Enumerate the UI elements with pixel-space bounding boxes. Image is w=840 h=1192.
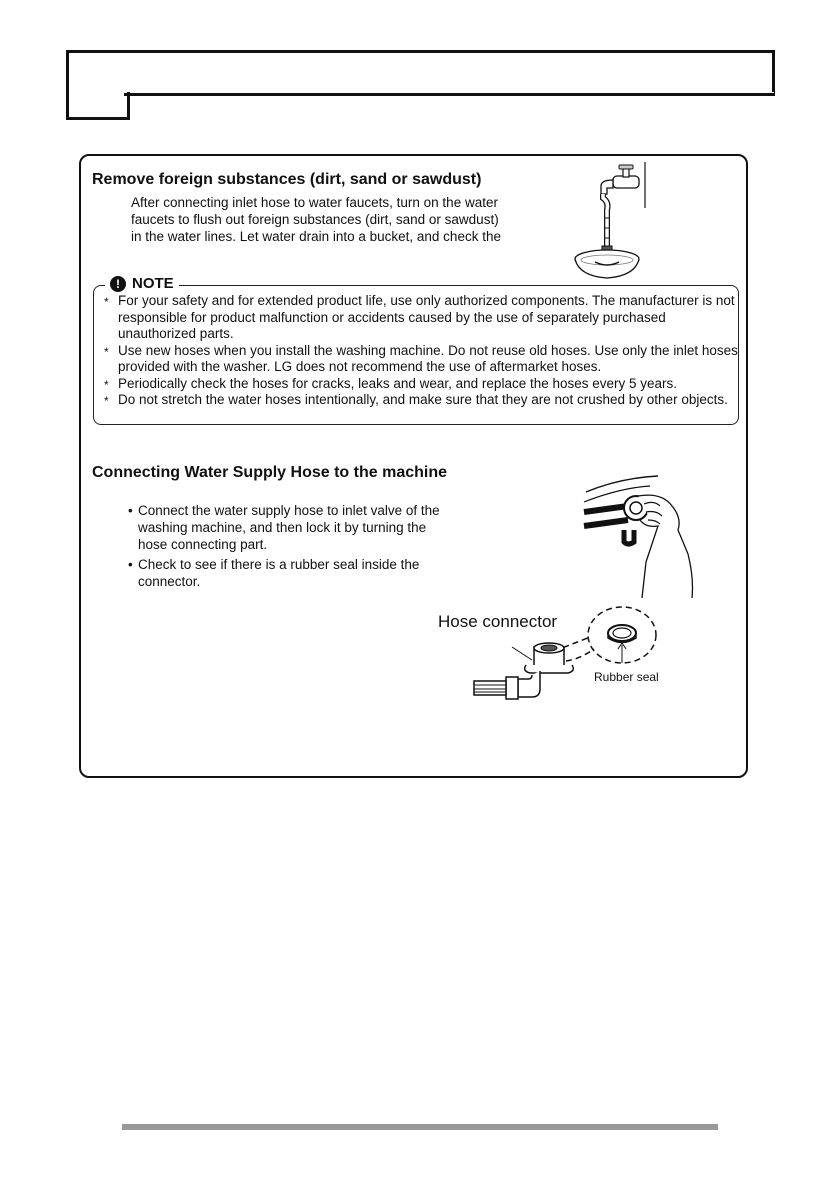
bullet-item: • Connect the water supply hose to inlet valve of the washing machine, and then lock it by turning the hose connecting part. (128, 502, 458, 553)
section2-heading: Connecting Water Supply Hose to the machine (92, 464, 447, 481)
note-item: * For your safety and for extended product life, use only authorized components. The manufacturer is not responsible for product malfunction or accidents caused by the use of separately purchased unauthorized parts. (104, 293, 738, 343)
note-item: * Do not stretch the water hoses intentionally, and make sure that they are not crushed by other objects. (104, 392, 738, 409)
header-underline (124, 93, 774, 96)
bullet-item: • Check to see if there is a rubber seal inside the connector. (128, 556, 458, 590)
hand-connecting-hose-illustration (580, 470, 700, 605)
header-gap (127, 92, 774, 120)
section1-heading: Remove foreign substances (dirt, sand or sawdust) (92, 171, 482, 188)
note-header (105, 275, 179, 292)
section1-line: After connecting inlet hose to water faucets, turn on the water (131, 195, 498, 210)
note-title: NOTE (132, 275, 174, 292)
hose-connector-label: Hose connector (438, 612, 558, 631)
header-title-box (66, 50, 775, 96)
faucet-bucket-illustration (565, 158, 665, 283)
exclamation-icon: ! (110, 276, 126, 292)
section1-paragraph (131, 194, 551, 245)
section1-line: in the water lines. Let water drain into a bucket, and check the (131, 229, 501, 244)
note-list (104, 293, 738, 409)
header-tab (66, 92, 130, 120)
note-item: * Periodically check the hoses for cracks, leaks and wear, and replace the hoses every 5 years. (104, 376, 738, 393)
hose-connector-illustration (470, 605, 670, 710)
rubber-seal-label: Rubber seal (594, 670, 659, 684)
footer-bar (122, 1124, 718, 1130)
section1-line: faucets to flush out foreign substances (dirt, sand or sawdust) (131, 212, 499, 227)
section2-bullets (128, 502, 458, 593)
note-item: * Use new hoses when you install the washing machine. Do not reuse old hoses. Use only the inlet hoses provided with the washer. LG does not recommend the use of aftermarket hoses. (104, 343, 738, 376)
